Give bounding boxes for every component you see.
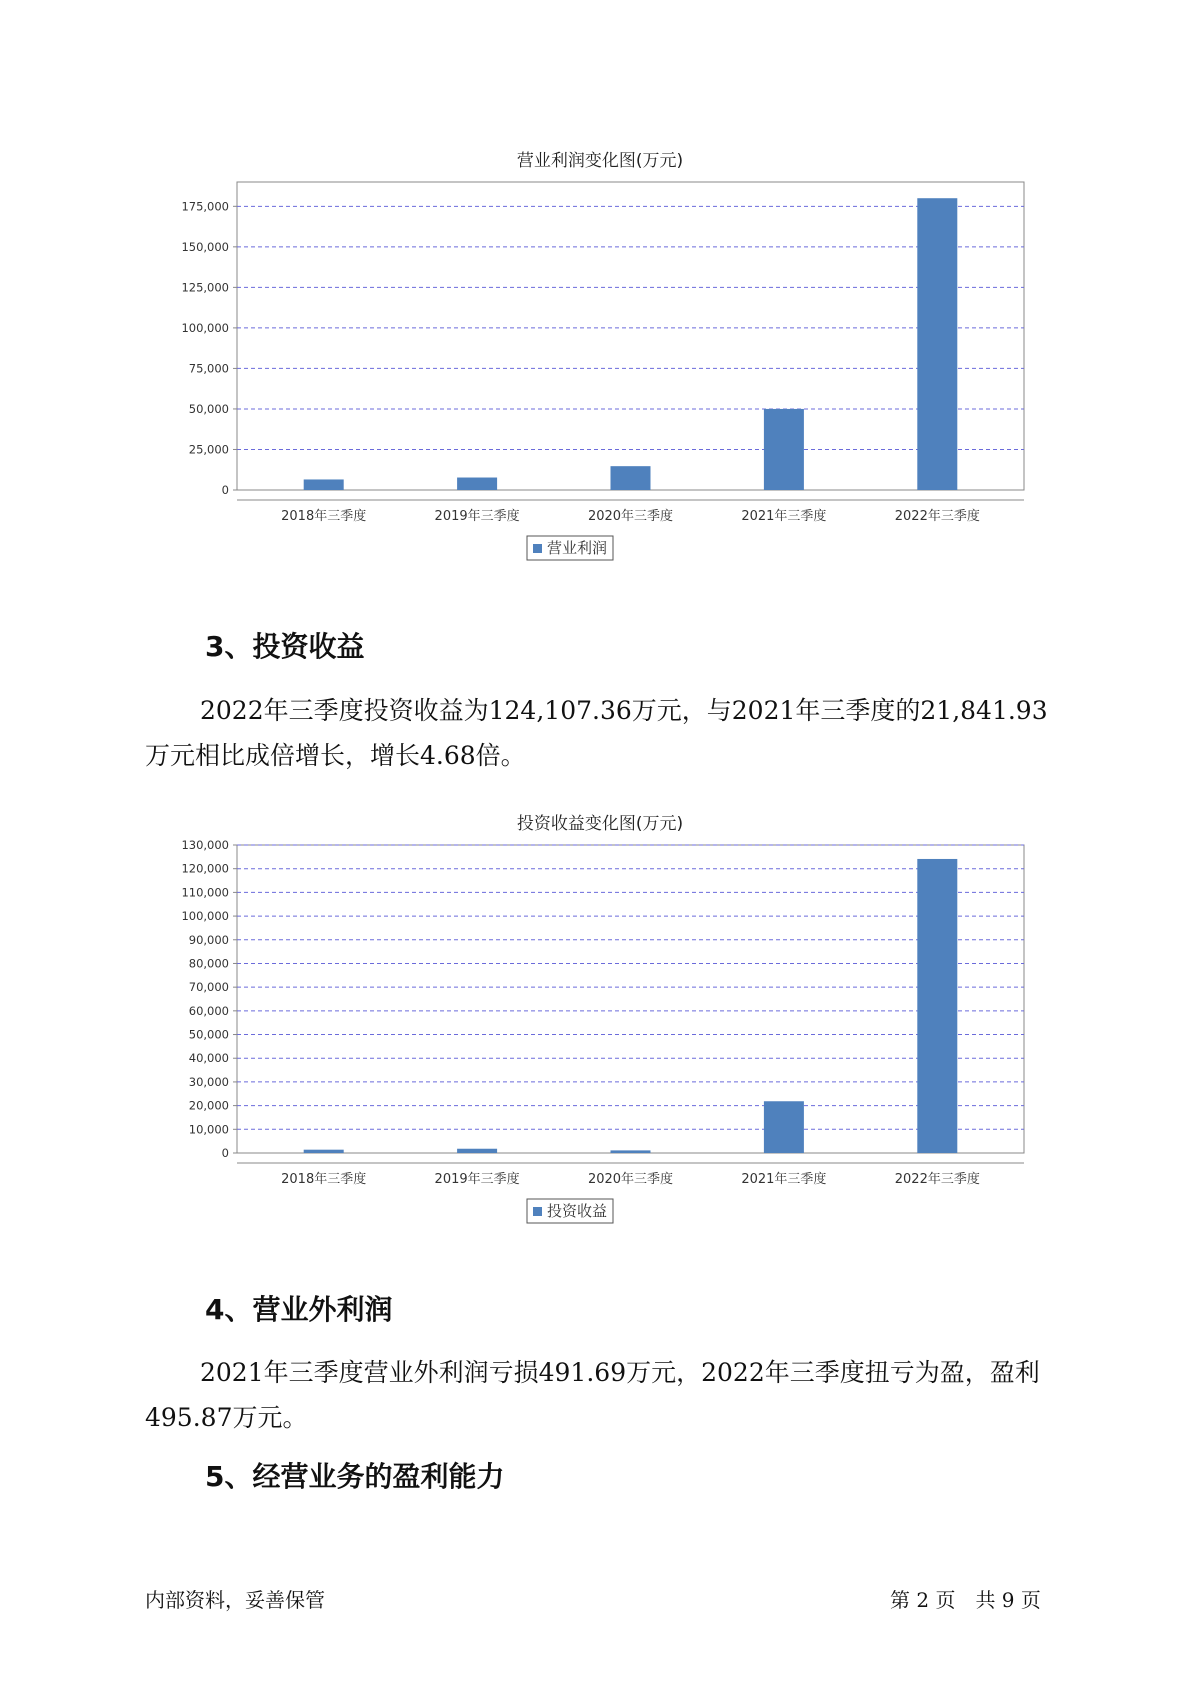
investment-income-chart-svg xyxy=(160,803,1040,1263)
y-tick-label: 75,000 xyxy=(188,361,229,376)
plot-area xyxy=(237,845,1024,1153)
y-tick-label: 50,000 xyxy=(188,1027,229,1042)
x-tick-label: 2021年三季度 xyxy=(741,509,827,524)
footer-page-number: 第 2 页 共 9 页 xyxy=(890,1588,1041,1612)
y-tick-label: 40,000 xyxy=(188,1051,229,1066)
y-tick-label: 50,000 xyxy=(188,401,229,416)
x-tick-label: 2022年三季度 xyxy=(894,1172,980,1187)
chart-title: 营业利润变化图(万元) xyxy=(516,151,684,171)
legend xyxy=(527,1199,613,1223)
x-tick-label: 2022年三季度 xyxy=(894,509,980,524)
y-tick-label: 80,000 xyxy=(188,956,229,971)
x-tick-label: 2018年三季度 xyxy=(281,1172,367,1187)
legend-label: 投资收益 xyxy=(547,1202,608,1220)
non-operating-profit-heading: 4、营业外利润 xyxy=(205,1293,393,1326)
y-tick-label: 175,000 xyxy=(181,199,229,214)
legend-swatch xyxy=(533,544,542,553)
plot-area xyxy=(237,182,1024,490)
x-tick-label: 2018年三季度 xyxy=(281,509,367,524)
y-tick-label: 30,000 xyxy=(188,1074,229,1089)
operating-profit-chart-svg xyxy=(160,140,1040,600)
bar xyxy=(917,198,957,490)
y-tick-label: 20,000 xyxy=(188,1098,229,1113)
bar xyxy=(457,478,497,490)
investment-income-chart xyxy=(160,803,1040,1263)
operating-business-profitability-heading: 5、经营业务的盈利能力 xyxy=(205,1460,505,1493)
y-tick-label: 100,000 xyxy=(181,320,229,335)
x-tick-label: 2019年三季度 xyxy=(434,1172,520,1187)
x-tick-label: 2020年三季度 xyxy=(587,1172,674,1187)
x-tick-label: 2019年三季度 xyxy=(434,509,520,524)
bar xyxy=(611,1150,651,1153)
x-tick-label: 2020年三季度 xyxy=(587,509,674,524)
bar xyxy=(764,1101,804,1153)
y-tick-label: 100,000 xyxy=(181,909,229,924)
investment-income-heading: 3、投资收益 xyxy=(205,630,365,663)
y-tick-label: 90,000 xyxy=(188,932,229,947)
bar xyxy=(304,479,344,490)
y-tick-label: 60,000 xyxy=(188,1003,229,1018)
legend xyxy=(527,536,613,560)
x-tick-label: 2021年三季度 xyxy=(741,1172,827,1187)
y-tick-label: 125,000 xyxy=(181,280,229,295)
y-tick-label: 0 xyxy=(221,1146,229,1160)
y-tick-label: 70,000 xyxy=(188,980,229,995)
y-tick-label: 0 xyxy=(221,483,229,497)
y-tick-label: 110,000 xyxy=(181,885,229,900)
chart-title: 投资收益变化图(万元) xyxy=(516,814,684,834)
footer-confidential-note: 内部资料，妥善保管 xyxy=(145,1588,325,1612)
bar xyxy=(457,1149,497,1153)
operating-profit-chart xyxy=(160,140,1040,600)
investment-income-text: 2022年三季度投资收益为124,107.36万元，与2021年三季度的21,841.93万元相比成倍增长，增长4.68倍。 xyxy=(145,696,1048,770)
y-tick-label: 10,000 xyxy=(188,1122,229,1137)
y-tick-label: 130,000 xyxy=(181,838,229,852)
y-tick-label: 150,000 xyxy=(181,239,229,254)
legend-label: 营业利润 xyxy=(547,539,608,557)
y-tick-label: 120,000 xyxy=(181,861,229,876)
y-tick-label: 25,000 xyxy=(188,442,229,457)
bar xyxy=(764,409,804,490)
legend-swatch xyxy=(533,1207,542,1216)
bar xyxy=(611,466,651,490)
bar xyxy=(304,1150,344,1153)
bar xyxy=(917,859,957,1153)
non-operating-profit-text: 2021年三季度营业外利润亏损491.69万元，2022年三季度扭亏为盈，盈利495.87万元。 xyxy=(145,1358,1040,1432)
